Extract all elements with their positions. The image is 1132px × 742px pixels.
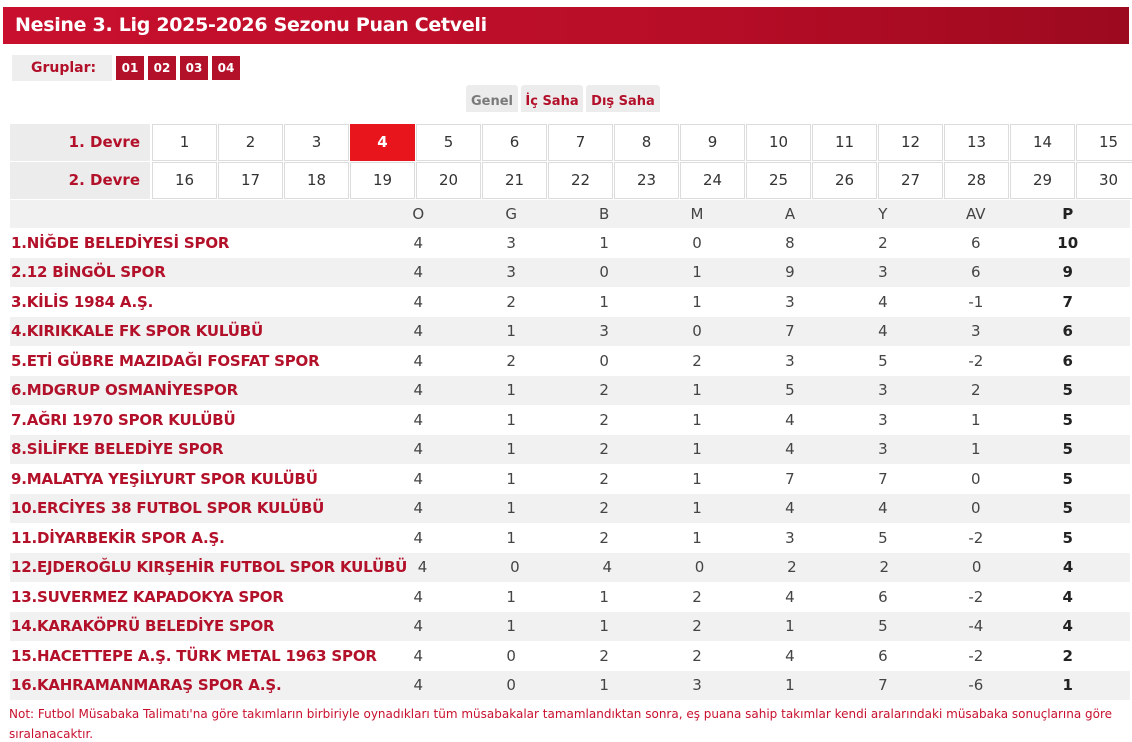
cell-goals-for: 4	[785, 440, 795, 459]
cell-goal-difference: -2	[968, 587, 984, 606]
cell-goal-difference: 0	[971, 499, 981, 518]
cell-goal-difference: 6	[971, 233, 981, 252]
cell-goals-against: 4	[878, 322, 888, 341]
team-name-link[interactable]: 3.KİLİS 1984 A.Ş.	[11, 292, 154, 311]
first-half-row	[10, 124, 1132, 161]
round-week-22[interactable]: 22	[548, 162, 613, 199]
team-name-link[interactable]: 4.KIRIKKALE FK SPOR KULÜBÜ	[11, 322, 263, 341]
round-week-26[interactable]: 26	[812, 162, 877, 199]
team-name-link[interactable]: 13.SUVERMEZ KAPADOKYA SPOR	[11, 587, 284, 606]
round-week-30[interactable]: 30	[1076, 162, 1132, 199]
cell-points: 5	[1062, 499, 1073, 518]
cell-points: 5	[1062, 440, 1073, 459]
table-row	[10, 287, 1130, 317]
header-points: P	[1062, 205, 1074, 223]
cell-drawn: 0	[599, 263, 609, 282]
round-week-1[interactable]: 1	[152, 124, 217, 161]
cell-lost: 2	[692, 617, 702, 636]
cell-goals-against: 5	[878, 351, 888, 370]
cell-goals-for: 4	[785, 410, 795, 429]
cell-drawn: 1	[599, 676, 609, 695]
round-week-16[interactable]: 16	[152, 162, 217, 199]
cell-won: 1	[506, 469, 516, 488]
cell-played: 4	[413, 617, 424, 636]
tiebreak-note: Not: Futbol Müsabaka Talimatı'na göre takımların birbiriyle oynadıkları tüm müsabakalar tamamlandıktan sonra, eş puana sahip takımlar kendi aralarındaki müsabaka sonuçlarına göre sıralanacaktır.	[9, 707, 1113, 741]
cell-goals-against: 6	[878, 587, 888, 606]
round-week-12[interactable]: 12	[878, 124, 943, 161]
groups-label: Gruplar:	[12, 55, 112, 81]
cell-lost: 0	[694, 558, 705, 577]
cell-points: 5	[1062, 528, 1073, 547]
tab-general[interactable]: Genel	[466, 85, 518, 112]
cell-goal-difference: -6	[968, 676, 984, 695]
cell-drawn: 1	[599, 587, 609, 606]
team-name-link[interactable]: 12.EJDEROĞLU KIRŞEHİR FUTBOL SPOR KULÜBÜ	[11, 558, 408, 577]
cell-lost: 1	[692, 528, 702, 547]
cell-drawn: 2	[599, 440, 609, 459]
cell-won: 1	[506, 322, 516, 341]
cell-drawn: 1	[599, 292, 609, 311]
table-row	[10, 258, 1130, 288]
team-name-link[interactable]: 11.DİYARBEKİR SPOR A.Ş.	[11, 528, 225, 547]
cell-goals-for: 1	[785, 617, 795, 636]
cell-goal-difference: -2	[968, 528, 984, 547]
cell-played: 4	[413, 646, 424, 665]
second-half-row	[10, 162, 1132, 199]
cell-lost: 1	[692, 381, 702, 400]
header-won: G	[505, 205, 517, 223]
cell-points: 6	[1062, 351, 1073, 370]
team-name-link[interactable]: 1.NİĞDE BELEDİYESİ SPOR	[11, 233, 230, 252]
cell-goals-for: 1	[785, 676, 795, 695]
team-name-link[interactable]: 8.SİLİFKE BELEDİYE SPOR	[11, 440, 224, 459]
cell-played: 4	[417, 558, 428, 577]
cell-goals-for: 7	[785, 322, 795, 341]
table-row	[10, 553, 1130, 583]
round-week-4[interactable]: 4	[350, 124, 415, 161]
cell-drawn: 2	[599, 528, 609, 547]
table-row	[10, 641, 1130, 671]
page-title: Nesine 3. Lig 2025-2026 Sezonu Puan Cetveli	[3, 7, 1129, 44]
team-name-link[interactable]: 2.12 BİNGÖL SPOR	[11, 263, 166, 282]
cell-lost: 2	[692, 587, 702, 606]
cell-drawn: 4	[602, 558, 612, 577]
cell-goals-against: 4	[878, 499, 888, 518]
cell-goals-for: 9	[785, 263, 795, 282]
team-name-link[interactable]: 14.KARAKÖPRÜ BELEDİYE SPOR	[11, 617, 275, 636]
round-week-15[interactable]: 15	[1076, 124, 1132, 161]
cell-played: 4	[413, 292, 424, 311]
cell-lost: 0	[692, 322, 702, 341]
standings-header	[10, 200, 1130, 228]
round-week-11[interactable]: 11	[812, 124, 877, 161]
table-row	[10, 671, 1130, 701]
cell-goals-against: 6	[878, 646, 888, 665]
header-goals-against: Y	[878, 205, 888, 223]
round-week-17[interactable]: 17	[218, 162, 283, 199]
cell-won: 0	[506, 676, 516, 695]
table-row	[10, 405, 1130, 435]
round-week-10[interactable]: 10	[746, 124, 811, 161]
team-name-link[interactable]: 7.AĞRI 1970 SPOR KULÜBÜ	[11, 410, 236, 429]
second-half-label: 2. Devre	[10, 162, 150, 199]
venue-tabs	[466, 85, 663, 112]
cell-drawn: 2	[599, 381, 609, 400]
group-selector	[12, 55, 240, 81]
round-week-19[interactable]: 19	[350, 162, 415, 199]
cell-goal-difference: 0	[971, 469, 981, 488]
cell-goals-for: 3	[785, 351, 795, 370]
cell-won: 3	[506, 233, 516, 252]
cell-goals-against: 7	[878, 469, 888, 488]
round-week-24[interactable]: 24	[680, 162, 745, 199]
table-row	[10, 317, 1130, 347]
cell-lost: 1	[692, 469, 702, 488]
cell-points: 1	[1062, 676, 1073, 695]
round-week-2[interactable]: 2	[218, 124, 283, 161]
table-row	[10, 612, 1130, 642]
cell-played: 4	[413, 469, 424, 488]
cell-lost: 0	[692, 233, 702, 252]
tab-home[interactable]: İç Saha	[521, 85, 583, 112]
header-played: O	[412, 205, 425, 223]
round-week-3[interactable]: 3	[284, 124, 349, 161]
cell-goal-difference: 1	[971, 440, 981, 459]
cell-goals-for: 3	[785, 528, 795, 547]
cell-goal-difference: -1	[968, 292, 984, 311]
cell-goal-difference: -2	[968, 646, 984, 665]
group-button-03[interactable]: 03	[180, 56, 208, 80]
header-goals-for: A	[784, 205, 796, 223]
group-button-02[interactable]: 02	[148, 56, 176, 80]
round-selector	[10, 124, 1132, 199]
cell-lost: 2	[692, 351, 702, 370]
round-week-20[interactable]: 20	[416, 162, 481, 199]
group-button-01[interactable]: 01	[116, 56, 144, 80]
cell-goals-against: 5	[878, 617, 888, 636]
cell-drawn: 1	[599, 617, 609, 636]
standings-table	[10, 200, 1130, 700]
cell-drawn: 2	[599, 499, 609, 518]
cell-drawn: 2	[599, 646, 609, 665]
table-row	[10, 346, 1130, 376]
cell-goals-against: 3	[878, 381, 888, 400]
team-name-link[interactable]: 6.MDGRUP OSMANİYESPOR	[11, 381, 239, 400]
cell-won: 1	[506, 499, 516, 518]
cell-lost: 1	[692, 499, 702, 518]
table-row	[10, 435, 1130, 465]
table-row	[10, 376, 1130, 406]
cell-won: 0	[506, 646, 516, 665]
cell-goals-for: 4	[785, 587, 795, 606]
cell-goals-against: 4	[878, 292, 888, 311]
standings-rows	[10, 228, 1130, 700]
cell-played: 4	[413, 351, 424, 370]
cell-goals-against: 3	[878, 263, 888, 282]
cell-points: 5	[1062, 469, 1073, 488]
header-goal-difference: AV	[966, 205, 986, 223]
cell-points: 5	[1062, 410, 1073, 429]
cell-points: 4	[1062, 558, 1074, 577]
cell-lost: 1	[692, 440, 702, 459]
cell-goals-for: 2	[787, 558, 797, 577]
cell-played: 4	[413, 381, 424, 400]
cell-played: 4	[413, 410, 424, 429]
cell-drawn: 2	[599, 410, 609, 429]
round-week-18[interactable]: 18	[284, 162, 349, 199]
cell-played: 4	[413, 676, 424, 695]
team-name-link[interactable]: 5.ETİ GÜBRE MAZIDAĞI FOSFAT SPOR	[11, 351, 320, 370]
cell-goals-against: 2	[879, 558, 890, 577]
cell-points: 9	[1062, 263, 1073, 282]
team-name-link[interactable]: 16.KAHRAMANMARAŞ SPOR A.Ş.	[11, 676, 282, 695]
table-row	[10, 523, 1130, 553]
round-week-13[interactable]: 13	[944, 124, 1009, 161]
table-row	[10, 464, 1130, 494]
cell-goals-against: 3	[878, 410, 888, 429]
table-row	[10, 582, 1130, 612]
cell-won: 3	[506, 263, 516, 282]
round-week-7[interactable]: 7	[548, 124, 613, 161]
cell-won: 1	[506, 440, 516, 459]
round-week-29[interactable]: 29	[1010, 162, 1075, 199]
cell-goals-against: 2	[878, 233, 888, 252]
table-row	[10, 494, 1130, 524]
team-name-link[interactable]: 15.HACETTEPE A.Ş. TÜRK METAL 1963 SPOR	[11, 646, 377, 665]
group-button-04[interactable]: 04	[212, 56, 240, 80]
cell-lost: 1	[692, 292, 702, 311]
cell-goals-for: 5	[785, 381, 795, 400]
cell-goals-against: 7	[878, 676, 888, 695]
tab-away[interactable]: Dış Saha	[586, 85, 660, 112]
cell-played: 4	[413, 322, 424, 341]
round-week-21[interactable]: 21	[482, 162, 547, 199]
cell-drawn: 2	[599, 469, 609, 488]
cell-goal-difference: 2	[971, 381, 981, 400]
cell-points: 10	[1057, 233, 1079, 252]
cell-goals-for: 4	[785, 646, 795, 665]
cell-points: 2	[1062, 646, 1073, 665]
team-name-link[interactable]: 10.ERCİYES 38 FUTBOL SPOR KULÜBÜ	[11, 499, 325, 518]
cell-won: 2	[506, 351, 516, 370]
cell-goal-difference: 1	[971, 410, 981, 429]
cell-played: 4	[413, 440, 424, 459]
cell-drawn: 3	[599, 322, 609, 341]
cell-goal-difference: 3	[971, 322, 981, 341]
cell-points: 5	[1062, 381, 1073, 400]
cell-played: 4	[413, 587, 424, 606]
round-week-5[interactable]: 5	[416, 124, 481, 161]
cell-lost: 1	[692, 263, 702, 282]
header-lost: M	[690, 205, 704, 223]
round-week-25[interactable]: 25	[746, 162, 811, 199]
table-row	[10, 228, 1130, 258]
round-week-9[interactable]: 9	[680, 124, 745, 161]
cell-goal-difference: 0	[971, 558, 982, 577]
round-week-27[interactable]: 27	[878, 162, 943, 199]
cell-played: 4	[413, 263, 424, 282]
cell-goals-for: 3	[785, 292, 795, 311]
cell-goals-for: 8	[785, 233, 795, 252]
header-drawn: B	[598, 205, 610, 223]
cell-points: 6	[1062, 322, 1073, 341]
cell-goal-difference: -2	[968, 351, 984, 370]
round-week-6[interactable]: 6	[482, 124, 547, 161]
cell-won: 1	[506, 410, 516, 429]
cell-goals-for: 7	[785, 469, 795, 488]
cell-points: 4	[1062, 587, 1073, 606]
cell-goal-difference: -4	[968, 617, 984, 636]
cell-lost: 1	[692, 410, 702, 429]
cell-played: 4	[413, 233, 424, 252]
cell-won: 1	[506, 587, 516, 606]
cell-drawn: 1	[599, 233, 609, 252]
round-week-8[interactable]: 8	[614, 124, 679, 161]
cell-points: 7	[1062, 292, 1073, 311]
cell-won: 1	[506, 617, 516, 636]
cell-goals-against: 3	[878, 440, 888, 459]
cell-points: 4	[1062, 617, 1073, 636]
cell-won: 1	[506, 381, 516, 400]
team-name-link[interactable]: 9.MALATYA YEŞİLYURT SPOR KULÜBÜ	[11, 469, 318, 488]
cell-won: 1	[506, 528, 516, 547]
round-week-23[interactable]: 23	[614, 162, 679, 199]
cell-won: 0	[510, 558, 520, 577]
cell-played: 4	[413, 499, 424, 518]
cell-played: 4	[413, 528, 424, 547]
cell-won: 2	[506, 292, 516, 311]
round-week-28[interactable]: 28	[944, 162, 1009, 199]
cell-lost: 3	[692, 676, 702, 695]
cell-lost: 2	[692, 646, 702, 665]
round-week-14[interactable]: 14	[1010, 124, 1075, 161]
cell-goal-difference: 6	[971, 263, 981, 282]
cell-goals-for: 4	[785, 499, 795, 518]
cell-goals-against: 5	[878, 528, 888, 547]
cell-drawn: 0	[599, 351, 609, 370]
first-half-label: 1. Devre	[10, 124, 150, 161]
